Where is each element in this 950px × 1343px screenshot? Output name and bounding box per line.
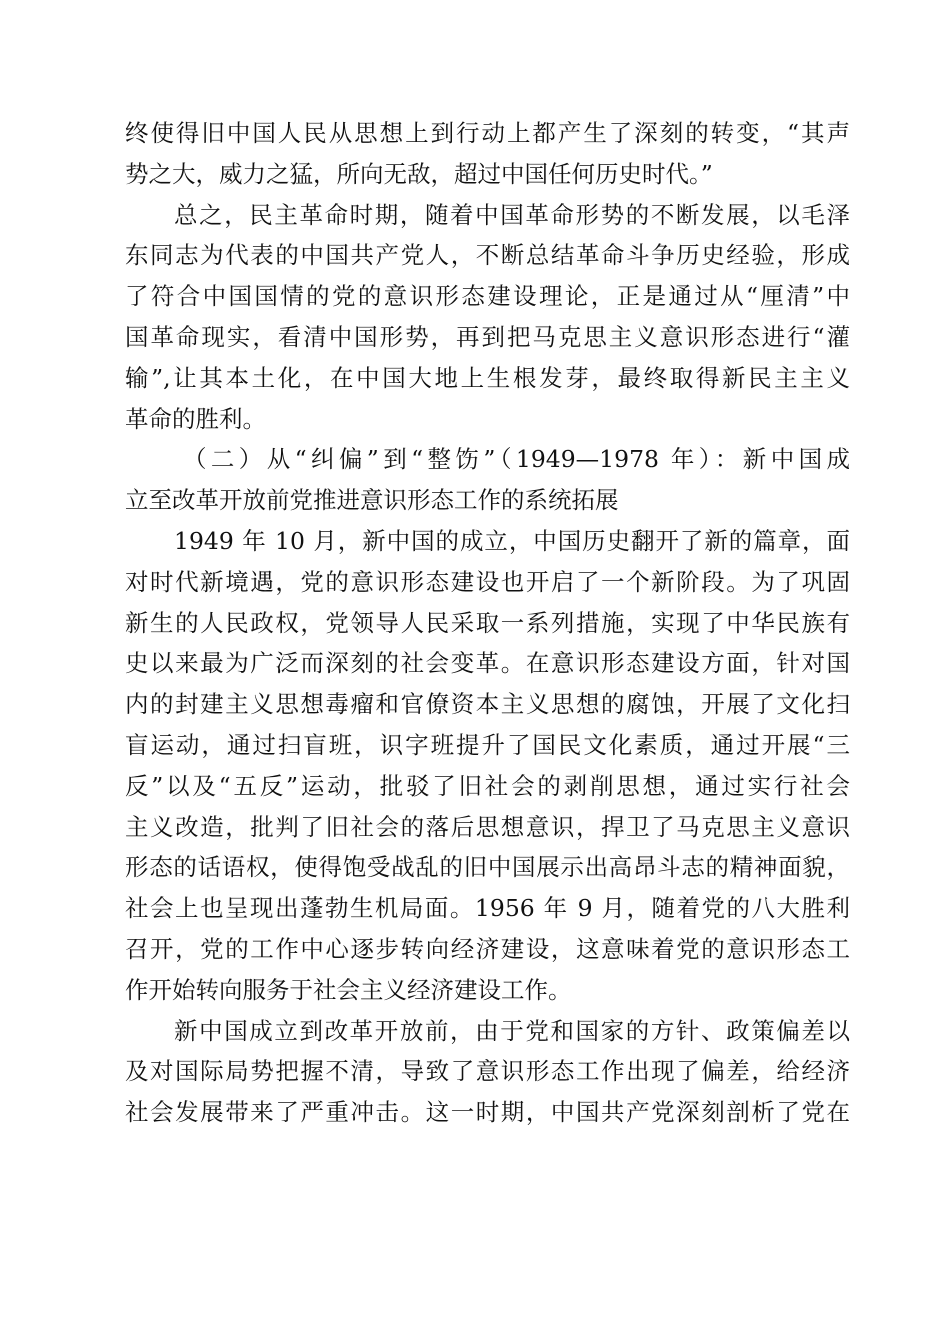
text-line: 盲运动，通过扫盲班，识字班提升了国民文化素质，通过开展“三 — [125, 730, 850, 759]
text-line: 新生的人民政权，党领导人民采取一系列措施，实现了中华民族有 — [125, 608, 850, 637]
text-line: 史以来最为广泛而深刻的社会变革。在意识形态建设方面，针对国 — [125, 649, 850, 678]
text-line: 输”,让其本土化，在中国大地上生根发芽，最终取得新民主主义 — [125, 363, 850, 392]
text-line: 东同志为代表的中国共产党人，不断总结革命斗争历史经验，形成 — [125, 241, 850, 270]
text-line: 总之，民主革命时期，随着中国革命形势的不断发展，以毛泽 — [174, 200, 850, 229]
heading-line: （二）从“纠偏”到“整饬”（1949—1978 年）：新中国成 — [183, 445, 850, 474]
text-line: 社会发展带来了严重冲击。这一时期，中国共产党深刻剖析了党在 — [125, 1098, 850, 1127]
paragraph-before-reform — [125, 1011, 850, 1133]
heading-line: 立至改革开放前党推进意识形态工作的系统拓展 — [125, 486, 619, 515]
paragraph-1949 — [125, 521, 850, 1011]
text-line: 国革命现实，看清中国形势，再到把马克思主义意识形态进行“灌 — [125, 322, 850, 351]
text-line: 社会上也呈现出蓬勃生机局面。1956 年 9 月，随着党的八大胜利 — [125, 894, 850, 923]
paragraph-continuation — [125, 113, 850, 195]
text-line: 反”以及“五反”运动，批驳了旧社会的剥削思想，通过实行社会 — [125, 771, 850, 800]
paragraph-summary — [125, 195, 850, 440]
text-line: 新中国成立到改革开放前，由于党和国家的方针、政策偏差以 — [174, 1016, 850, 1045]
text-line: 终使得旧中国人民从思想上到行动上都产生了深刻的转变，“其声 — [125, 119, 850, 147]
text-line: 形态的话语权，使得饱受战乱的旧中国展示出高昂斗志的精神面貌， — [125, 853, 850, 882]
text-line: 召开，党的工作中心逐步转向经济建设，这意味着党的意识形态工 — [125, 934, 850, 963]
text-line: 势之大，威力之猛，所向无敌，超过中国任何历史时代。” — [125, 159, 713, 188]
text-line: 了符合中国国情的党的意识形态建设理论，正是通过从“厘清”中 — [125, 282, 850, 311]
text-line: 革命的胜利。 — [125, 404, 266, 433]
section-heading — [125, 439, 850, 521]
text-line: 作开始转向服务于社会主义经济建设工作。 — [125, 975, 572, 1004]
text-line: 及对国际局势把握不清，导致了意识形态工作出现了偏差，给经济 — [125, 1057, 850, 1086]
text-line: 主义改造，批判了旧社会的落后思想意识，捍卫了马克思主义意识 — [125, 812, 850, 841]
document-page — [125, 113, 850, 1133]
text-line: 对时代新境遇，党的意识形态建设也开启了一个新阶段。为了巩固 — [125, 567, 850, 596]
text-line: 1949 年 10 月，新中国的成立，中国历史翻开了新的篇章，面 — [174, 526, 850, 555]
text-line: 内的封建主义思想毒瘤和官僚资本主义思想的腐蚀，开展了文化扫 — [125, 690, 850, 719]
